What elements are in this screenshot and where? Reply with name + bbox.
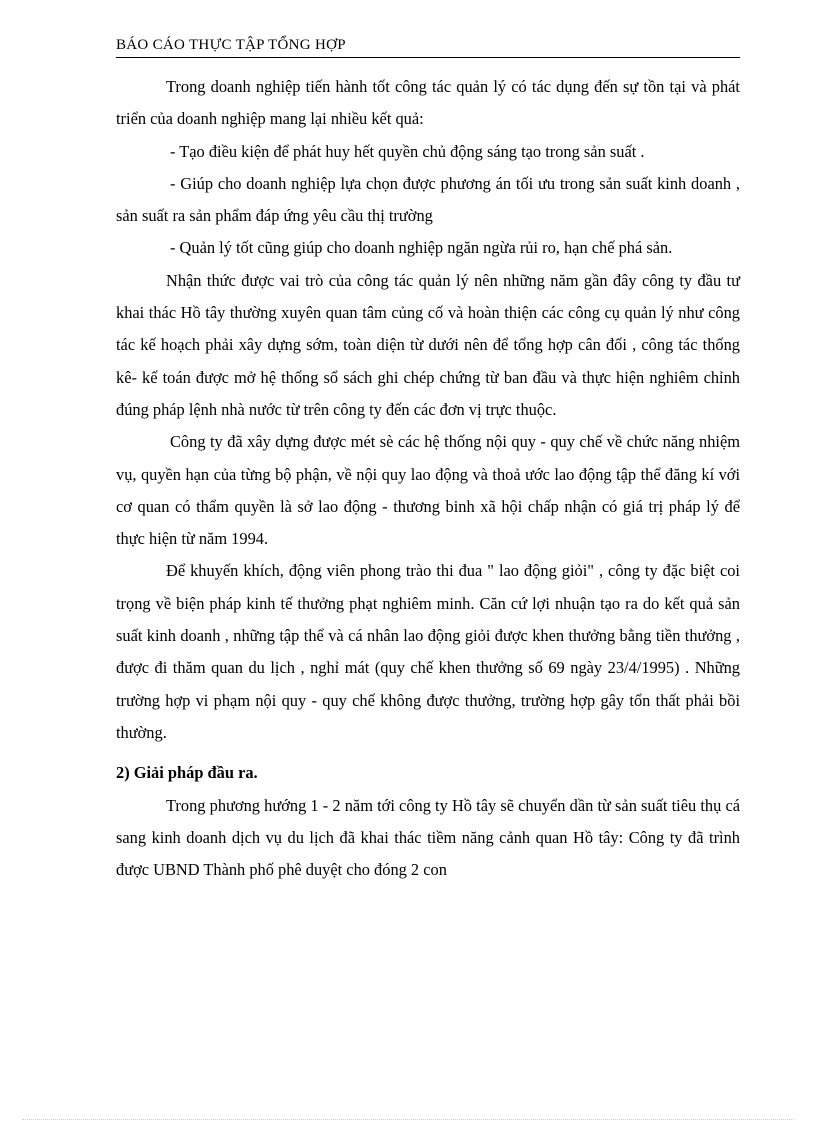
section-heading: 2) Giải pháp đầu ra. [116,763,258,783]
page-header: BÁO CÁO THỰC TẬP TỔNG HỢP [116,37,346,53]
bullet-1: - Tạo điều kiện để phát huy hết quyền chủ động sáng tạo trong sản suất . [170,141,645,161]
bullet-2: - Giúp cho doanh nghiệp lựa chọn được phương án tối ưu trong sản suất kinh doanh , sản suất ra sản phẩm đáp ứng yêu cầu thị trường [116,173,740,226]
header-rule [116,57,740,58]
document-body [116,71,740,886]
bullet-3: - Quản lý tốt cũng giúp cho doanh nghiệp ngăn ngừa rủi ro, hạn chế phá sản. [170,238,673,258]
page-bottom-border [22,1119,794,1120]
paragraph-1: Trong doanh nghiệp tiến hành tốt công tác quản lý có tác dụng đến sự tồn tại và phát triển của doanh nghiệp mang lại nhiều kết quả: [116,77,740,129]
paragraph-3: Công ty đã xây dựng được mét sè các hệ thống nội quy - quy chế về chức năng nhiệm vụ, quyền hạn của từng bộ phận, về nội quy lao động và thoả ước lao động tập thể đăng kí với cơ quan có thẩm quyền là sở lao động - thương binh xã hội chấp nhận có giá trị pháp lý để thực hiện từ năm 1994. [116,432,740,549]
paragraph-5: Trong phương hướng 1 - 2 năm tới công ty Hồ tây sẽ chuyển dần từ sản suất tiêu thụ cá sang kinh doanh dịch vụ du lịch đã khai thác tiềm năng cảnh quan Hồ tây: Công ty đã trình được UBND Thành phố phê duyệt cho đóng 2 con [116,795,740,880]
paragraph-2: Nhận thức được vai trò của công tác quản lý nên những năm gần đây công ty đầu tư khai thác Hồ tây thường xuyên quan tâm củng cố và hoàn thiện các công cụ quản lý như công tác kế hoạch phải xây dựng sớm, toàn diện từ dưới nên để tổng hợp cân đối , công tác thống kê- kế toán được mở hệ thống sổ sách ghi chép chứng từ ban đầu và thực hiện nghiêm chỉnh đúng pháp lệnh nhà nước từ trên công ty đến các đơn vị trực thuộc. [116,270,740,419]
paragraph-4: Để khuyến khích, động viên phong trào thi đua " lao động giỏi" , công ty đặc biệt coi trọng về biện pháp kinh tế thưởng phạt nghiêm minh. Căn cứ lợi nhuận tạo ra do kết quả sản suất kinh doanh , những tập thể và cá nhân lao động giỏi được khen thưởng bằng tiền thưởng , được đi thăm quan du lịch , nghỉ mát (quy chế khen thưởng số 69 ngày 23/4/1995) . Những trường hợp vi phạm nội quy - quy chế không được thưởng, trường hợp gây tổn thất phải bồi thường. [116,561,740,742]
